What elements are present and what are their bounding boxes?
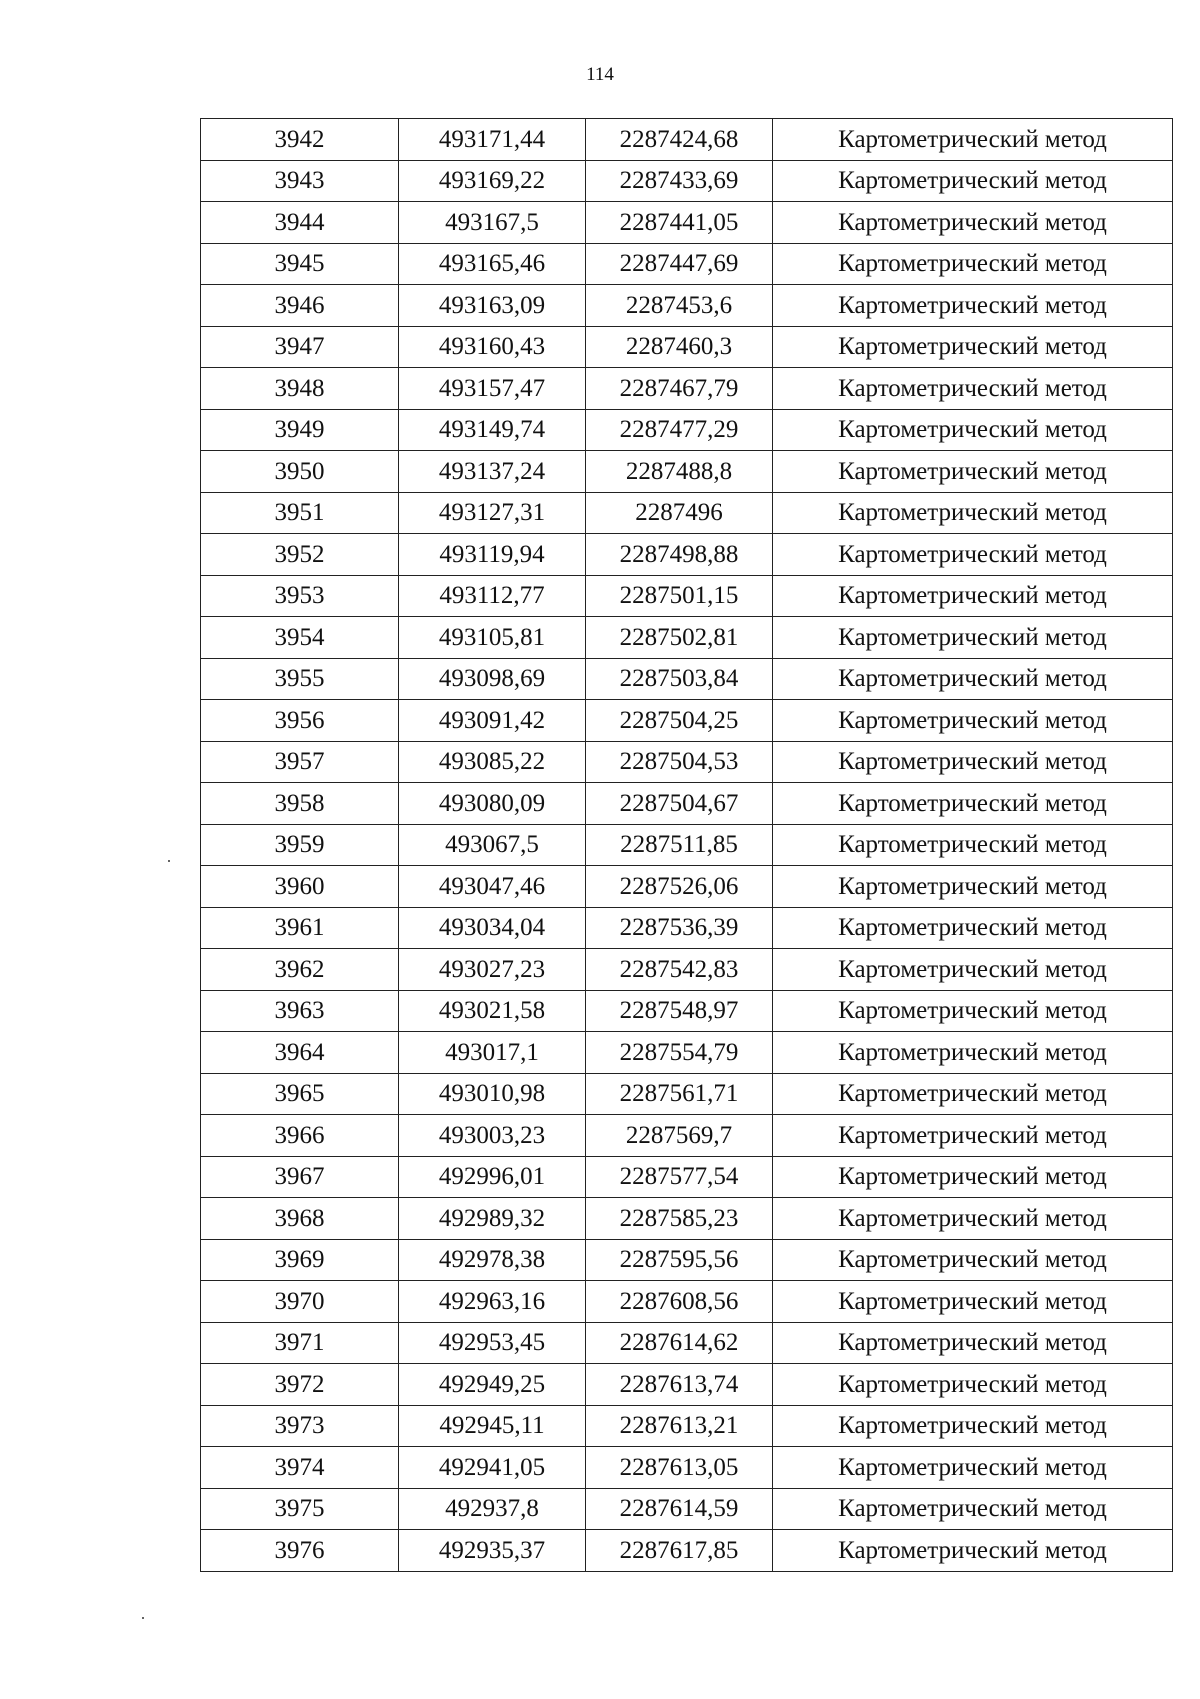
method-cell: Картометрический метод (773, 1032, 1173, 1074)
x-coordinate-cell: 493127,31 (399, 492, 586, 534)
table-row (201, 907, 1173, 949)
table-row (201, 243, 1173, 285)
x-coordinate-cell: 493010,98 (399, 1073, 586, 1115)
point-number-cell: 3962 (201, 949, 399, 991)
point-number-cell: 3968 (201, 1198, 399, 1240)
method-cell: Картометрический метод (773, 907, 1173, 949)
y-coordinate-cell: 2287613,05 (586, 1447, 773, 1489)
y-coordinate-cell: 2287548,97 (586, 990, 773, 1032)
table-row (201, 617, 1173, 659)
coordinates-table-body (201, 119, 1173, 1572)
point-number-cell: 3961 (201, 907, 399, 949)
y-coordinate-cell: 2287503,84 (586, 658, 773, 700)
table-row (201, 575, 1173, 617)
point-number-cell: 3957 (201, 741, 399, 783)
table-row (201, 1115, 1173, 1157)
x-coordinate-cell: 492989,32 (399, 1198, 586, 1240)
method-cell: Картометрический метод (773, 949, 1173, 991)
x-coordinate-cell: 492963,16 (399, 1281, 586, 1323)
table-row (201, 783, 1173, 825)
x-coordinate-cell: 493105,81 (399, 617, 586, 659)
x-coordinate-cell: 492945,11 (399, 1405, 586, 1447)
method-cell: Картометрический метод (773, 202, 1173, 244)
y-coordinate-cell: 2287477,29 (586, 409, 773, 451)
method-cell: Картометрический метод (773, 741, 1173, 783)
table-row (201, 1198, 1173, 1240)
method-cell: Картометрический метод (773, 1364, 1173, 1406)
y-coordinate-cell: 2287504,67 (586, 783, 773, 825)
x-coordinate-cell: 493163,09 (399, 285, 586, 327)
point-number-cell: 3971 (201, 1322, 399, 1364)
y-coordinate-cell: 2287488,8 (586, 451, 773, 493)
table-row (201, 326, 1173, 368)
page-number: 114 (586, 64, 614, 85)
y-coordinate-cell: 2287453,6 (586, 285, 773, 327)
method-cell: Картометрический метод (773, 617, 1173, 659)
x-coordinate-cell: 493169,22 (399, 160, 586, 202)
y-coordinate-cell: 2287496 (586, 492, 773, 534)
method-cell: Картометрический метод (773, 285, 1173, 327)
y-coordinate-cell: 2287542,83 (586, 949, 773, 991)
x-coordinate-cell: 493067,5 (399, 824, 586, 866)
point-number-cell: 3958 (201, 783, 399, 825)
point-number-cell: 3945 (201, 243, 399, 285)
point-number-cell: 3959 (201, 824, 399, 866)
point-number-cell: 3946 (201, 285, 399, 327)
x-coordinate-cell: 493112,77 (399, 575, 586, 617)
table-row (201, 368, 1173, 410)
method-cell: Картометрический метод (773, 990, 1173, 1032)
method-cell: Картометрический метод (773, 451, 1173, 493)
y-coordinate-cell: 2287526,06 (586, 866, 773, 908)
x-coordinate-cell: 492949,25 (399, 1364, 586, 1406)
point-number-cell: 3967 (201, 1156, 399, 1198)
x-coordinate-cell: 493091,42 (399, 700, 586, 742)
table-row (201, 1530, 1173, 1572)
scan-speck (168, 860, 170, 862)
method-cell: Картометрический метод (773, 243, 1173, 285)
table-row (201, 700, 1173, 742)
table-row (201, 1488, 1173, 1530)
table-row (201, 534, 1173, 576)
y-coordinate-cell: 2287608,56 (586, 1281, 773, 1323)
x-coordinate-cell: 493160,43 (399, 326, 586, 368)
method-cell: Картометрический метод (773, 534, 1173, 576)
point-number-cell: 3943 (201, 160, 399, 202)
table-row (201, 824, 1173, 866)
point-number-cell: 3975 (201, 1488, 399, 1530)
table-row (201, 741, 1173, 783)
point-number-cell: 3972 (201, 1364, 399, 1406)
y-coordinate-cell: 2287614,62 (586, 1322, 773, 1364)
point-number-cell: 3954 (201, 617, 399, 659)
table-row (201, 658, 1173, 700)
y-coordinate-cell: 2287614,59 (586, 1488, 773, 1530)
method-cell: Картометрический метод (773, 119, 1173, 161)
point-number-cell: 3955 (201, 658, 399, 700)
y-coordinate-cell: 2287424,68 (586, 119, 773, 161)
x-coordinate-cell: 493085,22 (399, 741, 586, 783)
y-coordinate-cell: 2287447,69 (586, 243, 773, 285)
method-cell: Картометрический метод (773, 1239, 1173, 1281)
method-cell: Картометрический метод (773, 1530, 1173, 1572)
table-row (201, 451, 1173, 493)
table-row (201, 1447, 1173, 1489)
table-row (201, 866, 1173, 908)
method-cell: Картометрический метод (773, 866, 1173, 908)
y-coordinate-cell: 2287536,39 (586, 907, 773, 949)
x-coordinate-cell: 493047,46 (399, 866, 586, 908)
point-number-cell: 3974 (201, 1447, 399, 1489)
table-row (201, 119, 1173, 161)
y-coordinate-cell: 2287613,21 (586, 1405, 773, 1447)
point-number-cell: 3963 (201, 990, 399, 1032)
table-row (201, 990, 1173, 1032)
y-coordinate-cell: 2287498,88 (586, 534, 773, 576)
method-cell: Картометрический метод (773, 658, 1173, 700)
table-row (201, 1405, 1173, 1447)
table-row (201, 409, 1173, 451)
point-number-cell: 3947 (201, 326, 399, 368)
method-cell: Картометрический метод (773, 160, 1173, 202)
y-coordinate-cell: 2287441,05 (586, 202, 773, 244)
point-number-cell: 3951 (201, 492, 399, 534)
table-row (201, 1322, 1173, 1364)
method-cell: Картометрический метод (773, 368, 1173, 410)
x-coordinate-cell: 493003,23 (399, 1115, 586, 1157)
method-cell: Картометрический метод (773, 1322, 1173, 1364)
x-coordinate-cell: 493027,23 (399, 949, 586, 991)
point-number-cell: 3956 (201, 700, 399, 742)
y-coordinate-cell: 2287501,15 (586, 575, 773, 617)
y-coordinate-cell: 2287577,54 (586, 1156, 773, 1198)
method-cell: Картометрический метод (773, 1488, 1173, 1530)
y-coordinate-cell: 2287511,85 (586, 824, 773, 866)
point-number-cell: 3953 (201, 575, 399, 617)
method-cell: Картометрический метод (773, 1073, 1173, 1115)
table-row (201, 492, 1173, 534)
point-number-cell: 3973 (201, 1405, 399, 1447)
x-coordinate-cell: 492937,8 (399, 1488, 586, 1530)
point-number-cell: 3965 (201, 1073, 399, 1115)
table-row (201, 1239, 1173, 1281)
y-coordinate-cell: 2287585,23 (586, 1198, 773, 1240)
y-coordinate-cell: 2287554,79 (586, 1032, 773, 1074)
method-cell: Картометрический метод (773, 700, 1173, 742)
method-cell: Картометрический метод (773, 1281, 1173, 1323)
method-cell: Картометрический метод (773, 783, 1173, 825)
y-coordinate-cell: 2287433,69 (586, 160, 773, 202)
x-coordinate-cell: 493149,74 (399, 409, 586, 451)
point-number-cell: 3964 (201, 1032, 399, 1074)
point-number-cell: 3966 (201, 1115, 399, 1157)
y-coordinate-cell: 2287561,71 (586, 1073, 773, 1115)
point-number-cell: 3976 (201, 1530, 399, 1572)
method-cell: Картометрический метод (773, 492, 1173, 534)
point-number-cell: 3969 (201, 1239, 399, 1281)
point-number-cell: 3950 (201, 451, 399, 493)
point-number-cell: 3944 (201, 202, 399, 244)
y-coordinate-cell: 2287504,53 (586, 741, 773, 783)
point-number-cell: 3960 (201, 866, 399, 908)
method-cell: Картометрический метод (773, 1447, 1173, 1489)
x-coordinate-cell: 493165,46 (399, 243, 586, 285)
table-row (201, 285, 1173, 327)
x-coordinate-cell: 492941,05 (399, 1447, 586, 1489)
x-coordinate-cell: 493157,47 (399, 368, 586, 410)
scan-speck (142, 1617, 144, 1619)
point-number-cell: 3952 (201, 534, 399, 576)
point-number-cell: 3948 (201, 368, 399, 410)
x-coordinate-cell: 493017,1 (399, 1032, 586, 1074)
table-row (201, 1364, 1173, 1406)
y-coordinate-cell: 2287595,56 (586, 1239, 773, 1281)
table-row (201, 202, 1173, 244)
x-coordinate-cell: 493080,09 (399, 783, 586, 825)
point-number-cell: 3970 (201, 1281, 399, 1323)
x-coordinate-cell: 493034,04 (399, 907, 586, 949)
x-coordinate-cell: 493167,5 (399, 202, 586, 244)
method-cell: Картометрический метод (773, 1115, 1173, 1157)
method-cell: Картометрический метод (773, 575, 1173, 617)
method-cell: Картометрический метод (773, 409, 1173, 451)
x-coordinate-cell: 493098,69 (399, 658, 586, 700)
method-cell: Картометрический метод (773, 1198, 1173, 1240)
method-cell: Картометрический метод (773, 326, 1173, 368)
point-number-cell: 3949 (201, 409, 399, 451)
table-row (201, 1281, 1173, 1323)
y-coordinate-cell: 2287502,81 (586, 617, 773, 659)
x-coordinate-cell: 492978,38 (399, 1239, 586, 1281)
coordinates-table (200, 118, 1173, 1572)
method-cell: Картометрический метод (773, 1405, 1173, 1447)
table-row (201, 1032, 1173, 1074)
table-row (201, 1073, 1173, 1115)
y-coordinate-cell: 2287460,3 (586, 326, 773, 368)
method-cell: Картометрический метод (773, 824, 1173, 866)
x-coordinate-cell: 493137,24 (399, 451, 586, 493)
y-coordinate-cell: 2287504,25 (586, 700, 773, 742)
x-coordinate-cell: 493119,94 (399, 534, 586, 576)
y-coordinate-cell: 2287467,79 (586, 368, 773, 410)
table-row (201, 949, 1173, 991)
x-coordinate-cell: 493021,58 (399, 990, 586, 1032)
x-coordinate-cell: 493171,44 (399, 119, 586, 161)
table-row (201, 160, 1173, 202)
y-coordinate-cell: 2287613,74 (586, 1364, 773, 1406)
method-cell: Картометрический метод (773, 1156, 1173, 1198)
x-coordinate-cell: 492935,37 (399, 1530, 586, 1572)
x-coordinate-cell: 492953,45 (399, 1322, 586, 1364)
x-coordinate-cell: 492996,01 (399, 1156, 586, 1198)
point-number-cell: 3942 (201, 119, 399, 161)
y-coordinate-cell: 2287569,7 (586, 1115, 773, 1157)
y-coordinate-cell: 2287617,85 (586, 1530, 773, 1572)
table-row (201, 1156, 1173, 1198)
